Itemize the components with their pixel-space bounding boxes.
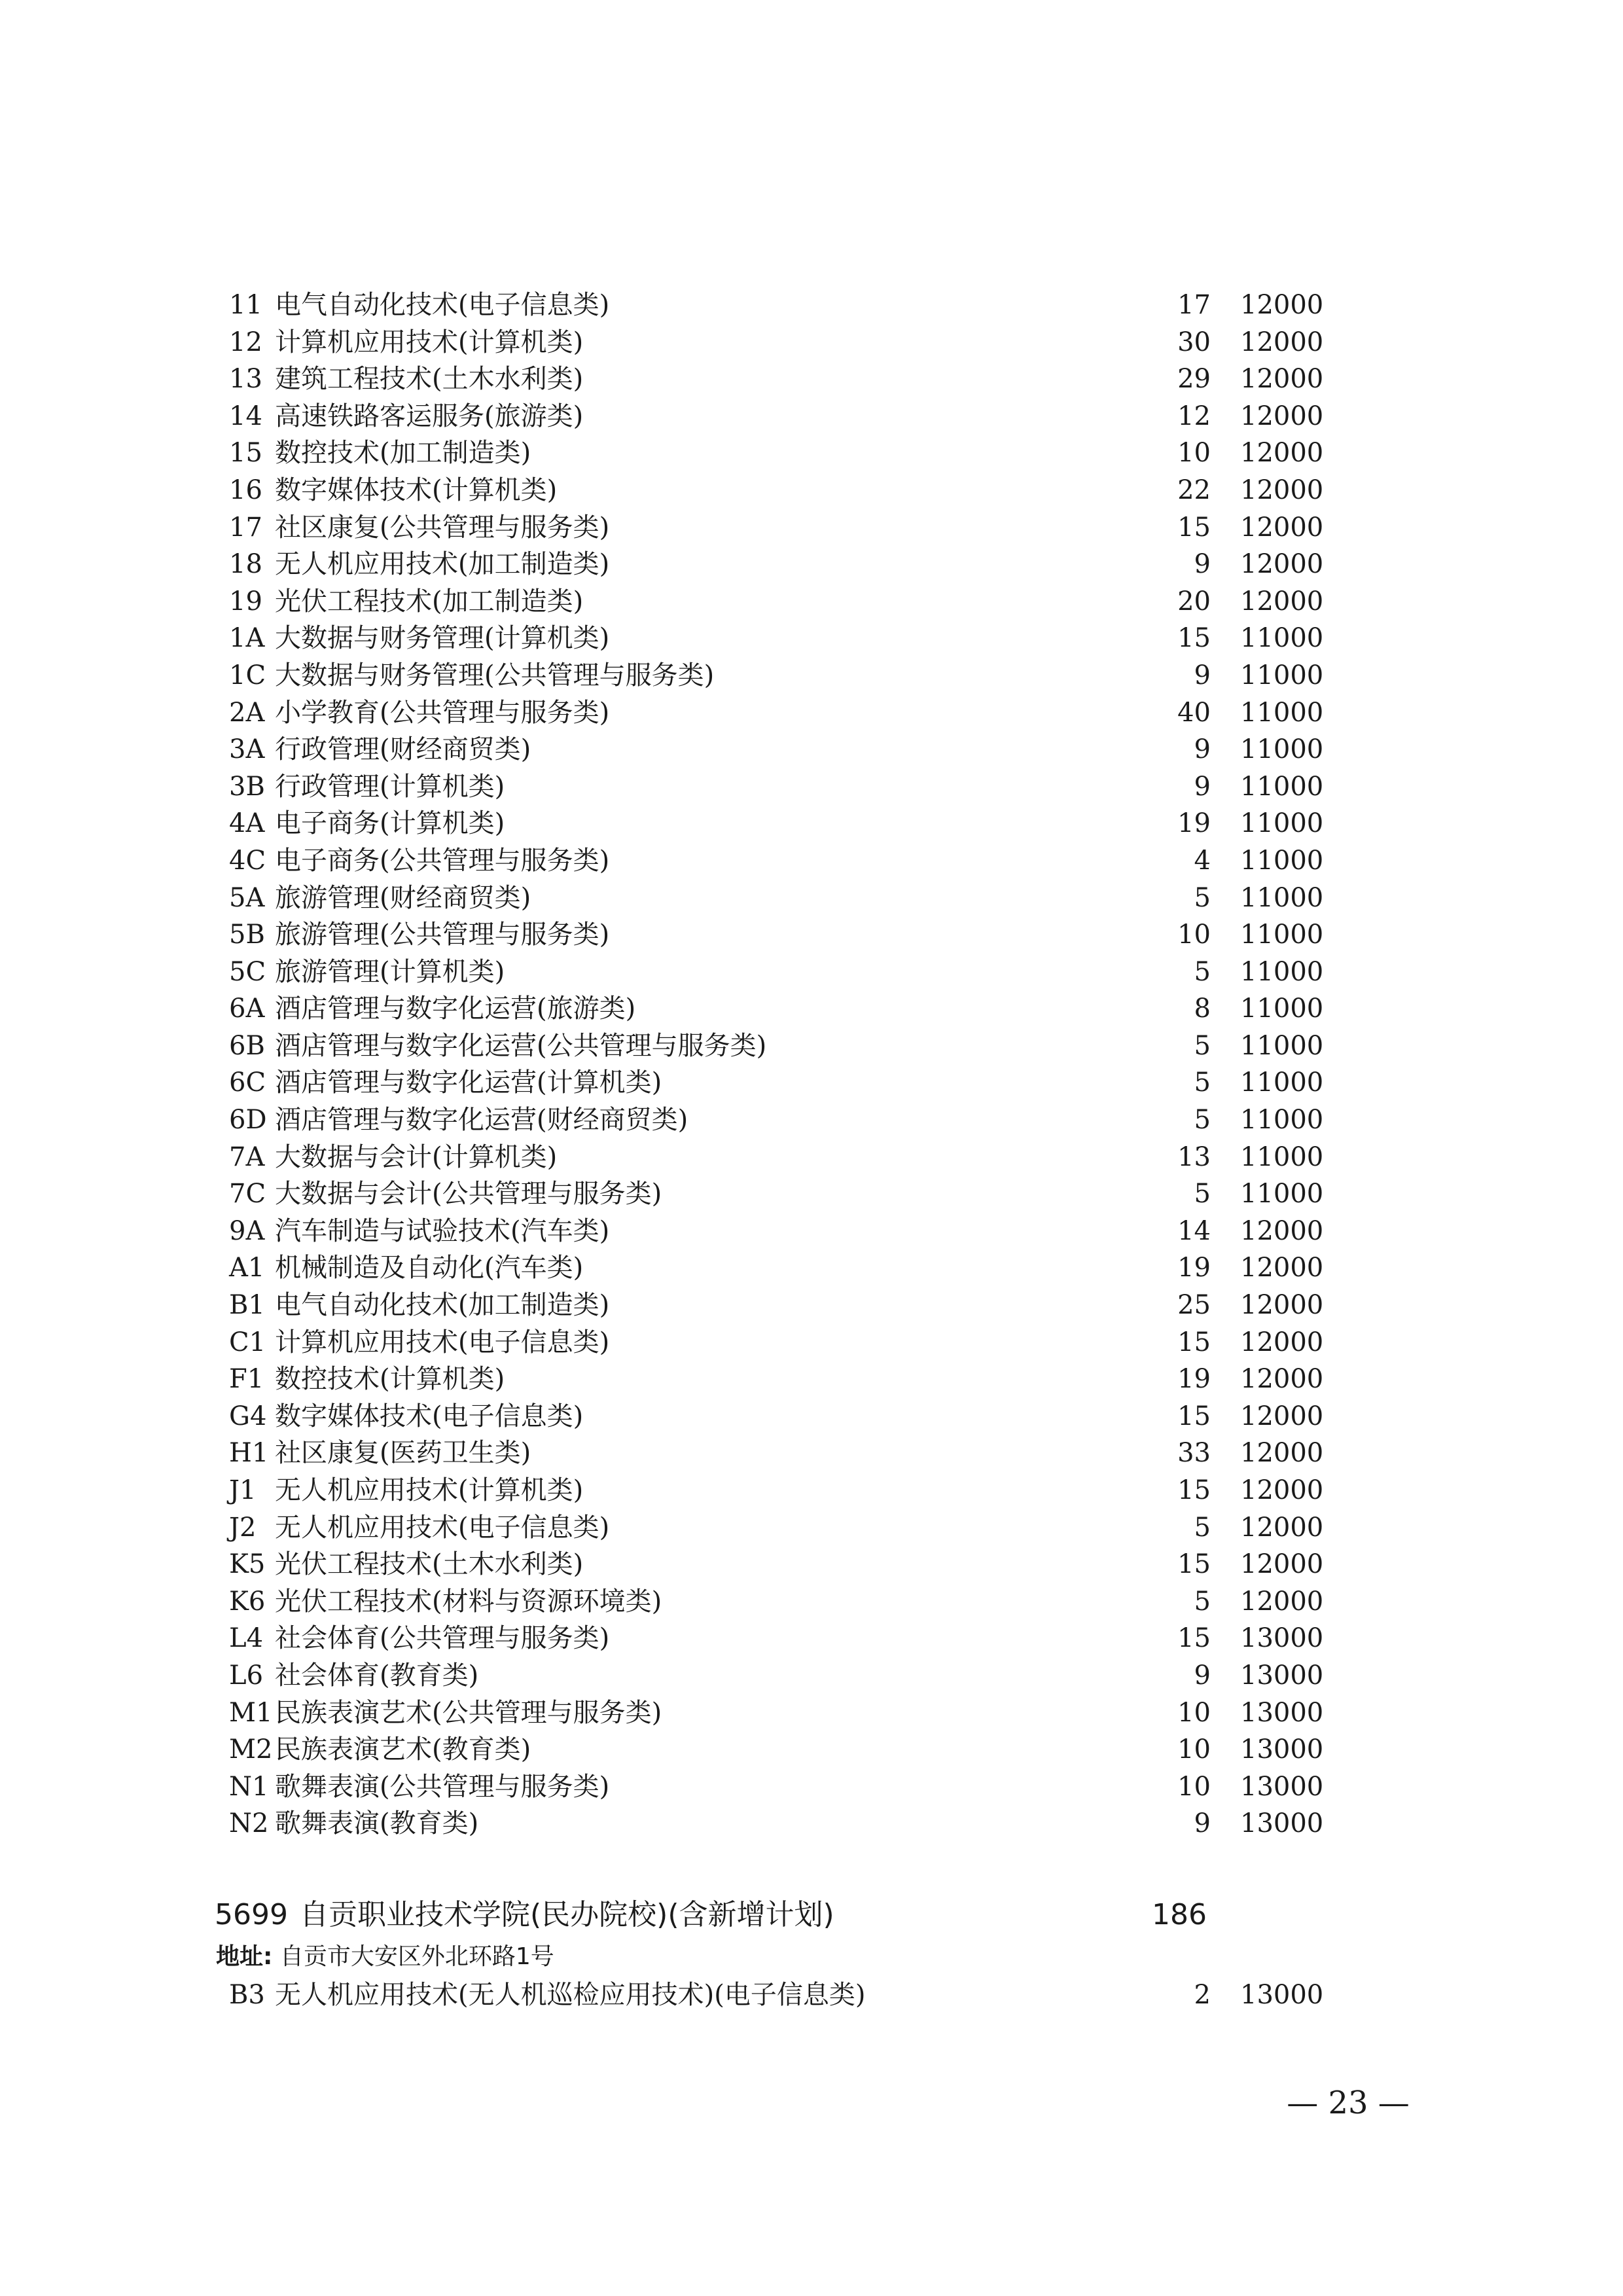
program-code: B1 <box>229 1290 265 1321</box>
tuition-fee: 11000 <box>1240 1067 1324 1098</box>
program-name: 无人机应用技术(电子信息类) <box>275 1512 610 1543</box>
program-name: 计算机应用技术(计算机类) <box>275 327 584 357</box>
program-name: 社区康复(公共管理与服务类) <box>275 512 610 543</box>
enrollment-count: 10 <box>1177 920 1211 950</box>
program-name: 行政管理(财经商贸类) <box>275 734 531 765</box>
program-code: 5B <box>229 920 265 950</box>
program-name: 数控技术(计算机类) <box>275 1364 505 1395</box>
table-row <box>229 1657 1335 1695</box>
tuition-fee: 12000 <box>1240 586 1324 617</box>
tuition-fee: 12000 <box>1240 1438 1324 1469</box>
tuition-fee: 11000 <box>1240 734 1324 765</box>
enrollment-count: 15 <box>1177 1327 1211 1357</box>
table-row <box>229 620 1335 657</box>
tuition-fee: 13000 <box>1240 1660 1324 1691</box>
program-name: 酒店管理与数字化运营(计算机类) <box>275 1067 662 1098</box>
table-row <box>229 731 1335 768</box>
program-code: N2 <box>229 1808 269 1839</box>
program-name: 电子商务(计算机类) <box>275 808 505 839</box>
tuition-fee: 12000 <box>1240 1549 1324 1580</box>
program-name: 社会体育(教育类) <box>275 1660 479 1691</box>
enrollment-count: 5 <box>1194 1030 1211 1061</box>
table-row <box>229 1028 1335 1065</box>
table-row <box>229 1064 1335 1102</box>
enrollment-count: 15 <box>1177 1475 1211 1505</box>
program-code: 6A <box>229 994 265 1024</box>
tuition-fee: 12000 <box>1240 401 1324 431</box>
enrollment-count: 5 <box>1194 1586 1211 1617</box>
table-row <box>229 657 1335 694</box>
table-row <box>229 1213 1335 1250</box>
program-name: 机械制造及自动化(汽车类) <box>275 1253 584 1283</box>
tuition-fee: 12000 <box>1240 1401 1324 1431</box>
table-row <box>229 954 1335 991</box>
program-code: 6C <box>229 1067 266 1098</box>
tuition-fee: 11000 <box>1240 920 1324 950</box>
enrollment-count: 13 <box>1177 1141 1211 1172</box>
table-row <box>229 1620 1335 1657</box>
table-row <box>229 361 1335 398</box>
enrollment-count: 14 <box>1177 1215 1211 1246</box>
program-code: 1C <box>229 660 266 691</box>
enrollment-count: 15 <box>1177 1549 1211 1580</box>
enrollment-count: 15 <box>1177 1623 1211 1654</box>
table-row <box>229 1175 1335 1213</box>
enrollment-count: 19 <box>1177 1253 1211 1283</box>
program-code: M2 <box>229 1734 273 1765</box>
enrollment-count: 33 <box>1177 1438 1211 1469</box>
program-code: 9A <box>229 1215 265 1246</box>
program-code: L6 <box>229 1660 264 1691</box>
enrollment-count: 9 <box>1194 1660 1211 1691</box>
enrollment-count: 10 <box>1177 1771 1211 1802</box>
table-row <box>229 1731 1335 1768</box>
tuition-fee: 12000 <box>1240 1586 1324 1617</box>
enrollment-count: 20 <box>1177 586 1211 617</box>
program-code: 6D <box>229 1105 267 1136</box>
tuition-fee: 11000 <box>1240 1141 1324 1172</box>
program-code: M1 <box>229 1697 273 1728</box>
program-name: 光伏工程技术(土木水利类) <box>275 1549 584 1580</box>
tuition-fee: 12000 <box>1240 1327 1324 1357</box>
program-name: 民族表演艺术(教育类) <box>275 1734 531 1765</box>
tuition-fee: 11000 <box>1240 845 1324 876</box>
enrollment-count: 9 <box>1194 660 1211 691</box>
tuition-fee: 12000 <box>1240 1253 1324 1283</box>
table-row <box>229 1768 1335 1806</box>
program-name: 歌舞表演(公共管理与服务类) <box>275 1771 610 1802</box>
tuition-fee: 13000 <box>1240 1980 1324 2010</box>
table-row <box>229 805 1335 842</box>
school-code: 5699 <box>215 1898 288 1931</box>
program-code: G4 <box>229 1401 267 1431</box>
school-address <box>216 1941 554 1973</box>
program-code: F1 <box>229 1364 264 1395</box>
program-name: 数字媒体技术(电子信息类) <box>275 1401 584 1431</box>
address-text: 自贡市大安区外北环路1号 <box>279 1943 554 1970</box>
tuition-fee: 12000 <box>1240 1290 1324 1321</box>
tuition-fee: 12000 <box>1240 1475 1324 1505</box>
enrollment-count: 9 <box>1194 771 1211 802</box>
enrollment-count: 9 <box>1194 1808 1211 1839</box>
program-code: 3B <box>229 771 265 802</box>
program-code: L4 <box>229 1623 264 1654</box>
program-name: 酒店管理与数字化运营(财经商贸类) <box>275 1105 688 1136</box>
program-code: H1 <box>229 1438 269 1469</box>
tuition-fee: 12000 <box>1240 438 1324 469</box>
program-name: 高速铁路客运服务(旅游类) <box>275 401 584 431</box>
program-code: 7A <box>229 1141 265 1172</box>
program-name: 酒店管理与数字化运营(旅游类) <box>275 994 636 1024</box>
table-row <box>229 1102 1335 1139</box>
program-code: 7C <box>229 1179 266 1210</box>
enrollment-count: 12 <box>1177 401 1211 431</box>
program-code: 3A <box>229 734 265 765</box>
program-code: 2A <box>229 697 265 728</box>
address-label: 地址: <box>216 1943 273 1970</box>
program-code: 5A <box>229 882 265 913</box>
enrollment-count: 5 <box>1194 1512 1211 1543</box>
page-number: — 23 — <box>1287 2085 1410 2121</box>
program-name: 社区康复(医药卫生类) <box>275 1438 531 1469</box>
tuition-fee: 12000 <box>1240 290 1324 320</box>
program-code: 17 <box>229 512 262 543</box>
tuition-fee: 13000 <box>1240 1771 1324 1802</box>
tuition-fee: 11000 <box>1240 1030 1324 1061</box>
tuition-fee: 11000 <box>1240 697 1324 728</box>
school-total: 186 <box>1152 1898 1207 1931</box>
program-code: 18 <box>229 549 262 580</box>
program-name: 旅游管理(财经商贸类) <box>275 882 531 913</box>
school-name: 自贡职业技术学院(民办院校)(含新增计划) <box>300 1898 834 1931</box>
program-name: 旅游管理(计算机类) <box>275 956 505 987</box>
program-name: 大数据与会计(计算机类) <box>275 1141 558 1172</box>
program-name: 社会体育(公共管理与服务类) <box>275 1623 610 1654</box>
program-code: A1 <box>229 1253 265 1283</box>
enrollment-count: 10 <box>1177 1734 1211 1765</box>
program-name: 建筑工程技术(土木水利类) <box>275 364 584 395</box>
table-row <box>229 694 1335 732</box>
table-row <box>229 509 1335 547</box>
enrollment-count: 40 <box>1177 697 1211 728</box>
enrollment-count: 22 <box>1177 475 1211 505</box>
tuition-fee: 12000 <box>1240 512 1324 543</box>
program-code: B3 <box>229 1980 265 2010</box>
program-name: 数控技术(加工制造类) <box>275 438 531 469</box>
program-code: 14 <box>229 401 262 431</box>
enrollment-count: 17 <box>1177 290 1211 320</box>
program-name: 无人机应用技术(无人机巡检应用技术)(电子信息类) <box>275 1980 866 2010</box>
program-name: 小学教育(公共管理与服务类) <box>275 697 610 728</box>
tuition-fee: 11000 <box>1240 808 1324 839</box>
table-row <box>229 1472 1335 1509</box>
enrollment-count: 30 <box>1177 327 1211 357</box>
table-row <box>229 546 1335 583</box>
enrollment-count: 5 <box>1194 882 1211 913</box>
tuition-fee: 13000 <box>1240 1623 1324 1654</box>
enrollment-count: 9 <box>1194 549 1211 580</box>
program-code: 15 <box>229 438 262 469</box>
table-row <box>229 435 1335 472</box>
program-code: C1 <box>229 1327 266 1357</box>
program-name: 光伏工程技术(加工制造类) <box>275 586 584 617</box>
tuition-fee: 12000 <box>1240 1364 1324 1395</box>
table-row <box>229 1435 1335 1472</box>
program-name: 电气自动化技术(加工制造类) <box>275 1290 610 1321</box>
table-row <box>229 472 1335 509</box>
table-row <box>229 324 1335 361</box>
table-row <box>229 398 1335 435</box>
enrollment-count: 15 <box>1177 1401 1211 1431</box>
tuition-fee: 13000 <box>1240 1808 1324 1839</box>
program-name: 民族表演艺术(公共管理与服务类) <box>275 1697 662 1728</box>
tuition-fee: 11000 <box>1240 771 1324 802</box>
table-row <box>229 1398 1335 1435</box>
program-code: 6B <box>229 1030 265 1061</box>
enrollment-count: 19 <box>1177 808 1211 839</box>
tuition-fee: 13000 <box>1240 1734 1324 1765</box>
enrollment-count: 15 <box>1177 512 1211 543</box>
tuition-fee: 11000 <box>1240 994 1324 1024</box>
tuition-fee: 11000 <box>1240 660 1324 691</box>
enrollment-count: 19 <box>1177 1364 1211 1395</box>
tuition-fee: 12000 <box>1240 327 1324 357</box>
table-row <box>229 1139 1335 1176</box>
program-code: 4C <box>229 845 266 876</box>
program-name: 计算机应用技术(电子信息类) <box>275 1327 610 1357</box>
program-name: 大数据与财务管理(计算机类) <box>275 623 610 654</box>
program-name: 电子商务(公共管理与服务类) <box>275 845 610 876</box>
enrollment-count: 9 <box>1194 734 1211 765</box>
tuition-fee: 12000 <box>1240 364 1324 395</box>
program-name: 数字媒体技术(计算机类) <box>275 475 558 505</box>
enrollment-count: 10 <box>1177 1697 1211 1728</box>
enrollment-count: 5 <box>1194 1179 1211 1210</box>
program-name: 汽车制造与试验技术(汽车类) <box>275 1215 610 1246</box>
program-name: 旅游管理(公共管理与服务类) <box>275 920 610 950</box>
program-name: 无人机应用技术(加工制造类) <box>275 549 610 580</box>
program-code: J1 <box>229 1475 257 1505</box>
enrollment-count: 5 <box>1194 1105 1211 1136</box>
table-row <box>229 1805 1335 1842</box>
program-code: 1A <box>229 623 265 654</box>
enrollment-count: 25 <box>1177 1290 1211 1321</box>
tuition-fee: 11000 <box>1240 623 1324 654</box>
table-row <box>229 1287 1335 1324</box>
table-row <box>229 842 1335 880</box>
enrollment-count: 8 <box>1194 994 1211 1024</box>
table-row <box>229 287 1335 324</box>
tuition-fee: 11000 <box>1240 1105 1324 1136</box>
table-row <box>229 916 1335 954</box>
enrollment-count: 5 <box>1194 956 1211 987</box>
program-code: 4A <box>229 808 265 839</box>
table-row <box>229 880 1335 917</box>
program-name: 电气自动化技术(电子信息类) <box>275 290 610 320</box>
program-code: 5C <box>229 956 266 987</box>
program-code: J2 <box>229 1512 257 1543</box>
tuition-fee: 12000 <box>1240 1215 1324 1246</box>
program-name: 大数据与会计(公共管理与服务类) <box>275 1179 662 1210</box>
tuition-fee: 12000 <box>1240 1512 1324 1543</box>
school-program-list <box>229 1977 1335 2014</box>
program-code: 19 <box>229 586 262 617</box>
program-name: 行政管理(计算机类) <box>275 771 505 802</box>
tuition-fee: 12000 <box>1240 475 1324 505</box>
table-row <box>229 990 1335 1028</box>
tuition-fee: 13000 <box>1240 1697 1324 1728</box>
program-name: 无人机应用技术(计算机类) <box>275 1475 584 1505</box>
program-code: K6 <box>229 1586 266 1617</box>
program-code: 12 <box>229 327 262 357</box>
table-row <box>229 1546 1335 1583</box>
enrollment-count: 15 <box>1177 623 1211 654</box>
table-row <box>229 1509 1335 1547</box>
program-name: 酒店管理与数字化运营(公共管理与服务类) <box>275 1030 767 1061</box>
program-code: 16 <box>229 475 262 505</box>
enrollment-count: 5 <box>1194 1067 1211 1098</box>
table-row <box>229 1361 1335 1398</box>
tuition-fee: 11000 <box>1240 1179 1324 1210</box>
enrollment-count: 2 <box>1194 1980 1211 2010</box>
table-row <box>229 1249 1335 1287</box>
program-code: N1 <box>229 1771 269 1802</box>
program-name: 歌舞表演(教育类) <box>275 1808 479 1839</box>
program-list <box>229 287 1335 1842</box>
program-code: K5 <box>229 1549 266 1580</box>
enrollment-count: 10 <box>1177 438 1211 469</box>
table-row <box>229 1324 1335 1361</box>
enrollment-count: 4 <box>1194 845 1211 876</box>
program-code: 13 <box>229 364 262 395</box>
enrollment-count: 29 <box>1177 364 1211 395</box>
program-name: 大数据与财务管理(公共管理与服务类) <box>275 660 715 691</box>
table-row <box>229 1583 1335 1621</box>
table-row <box>229 1695 1335 1732</box>
school-header <box>215 1895 1327 1935</box>
table-row <box>229 583 1335 620</box>
table-row <box>229 1977 1335 2014</box>
tuition-fee: 12000 <box>1240 549 1324 580</box>
program-code: 11 <box>229 290 262 320</box>
table-row <box>229 768 1335 806</box>
tuition-fee: 11000 <box>1240 882 1324 913</box>
tuition-fee: 11000 <box>1240 956 1324 987</box>
program-name: 光伏工程技术(材料与资源环境类) <box>275 1586 662 1617</box>
